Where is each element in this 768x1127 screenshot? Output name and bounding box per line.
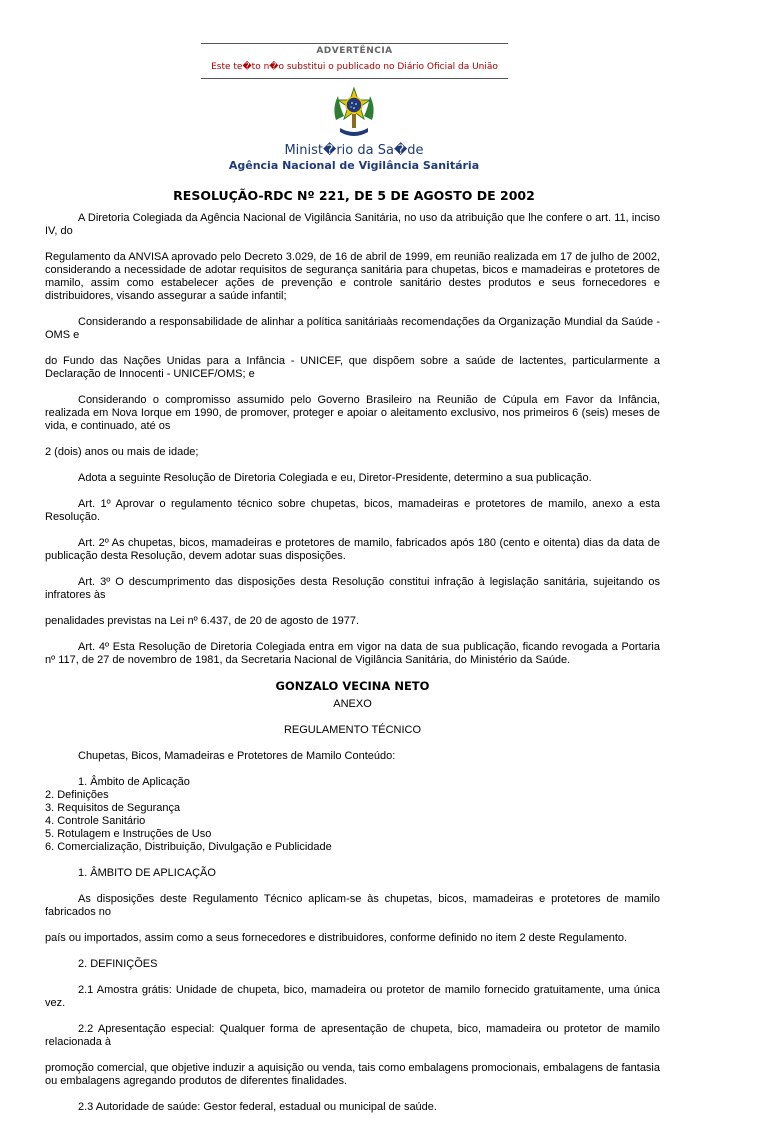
document-body (45, 212, 660, 1127)
resolution-title: RESOLUÇÃO-RDC Nº 221, DE 5 DE AGOSTO DE 2002 (173, 188, 535, 203)
paragraph-text: Art. 2º As chupetas, bicos, mamadeiras e protetores de mamilo, fabricados após 180 (cento e oitenta) dias da data de publicação desta Resolução, devem adotar suas disposições. (45, 537, 660, 562)
paragraph-text: Chupetas, Bicos, Mamadeiras e Protetores de Mamilo Conteúdo: (78, 750, 396, 762)
annex-subtitle: REGULAMENTO TÉCNICO (283, 724, 422, 736)
list-item (45, 776, 660, 789)
section-heading (45, 867, 660, 880)
article-3 (45, 576, 660, 602)
table-of-contents (45, 776, 660, 854)
advertencia-title: ADVERTÊNCIA (316, 46, 393, 56)
section-heading-text: 1. ÂMBITO DE APLICAÇÃO (78, 867, 216, 879)
paragraph (45, 394, 660, 433)
definition (45, 984, 660, 1010)
paragraph (45, 212, 660, 238)
list-item: 3. Requisitos de Segurança (45, 802, 181, 814)
signature: GONZALO VECINA NETO (275, 679, 430, 693)
list-item: 4. Controle Sanitário (45, 815, 146, 827)
paragraph-text: Considerando a responsabilidade de alinhar a política sanitáriaàs recomendações da Organização Mundial da Saúde - OMS e (45, 316, 660, 341)
section-heading (45, 958, 660, 971)
section-heading-text: 2. DEFINIÇÕES (78, 958, 158, 970)
paragraph-text: As disposições deste Regulamento Técnico aplicam-se às chupetas, bicos, mamadeiras e protetores de mamilo fabricados no (45, 893, 660, 918)
paragraph-text: Art. 3º O descumprimento das disposições desta Resolução constitui infração à legislação sanitária, sujeitando os infratores às (45, 576, 660, 601)
ministry-name: Minist�rio da Sa�de (284, 143, 424, 158)
paragraph-text: Art. 1º Aprovar o regulamento técnico sobre chupetas, bicos, mamadeiras e protetores de mamilo, anexo a esta Resolução. (45, 498, 660, 523)
definition (45, 1023, 660, 1049)
paragraph-text: 2.1 Amostra grátis: Unidade de chupeta, bico, mamadeira ou protetor de mamilo fornecido gratuitamente, uma única vez. (45, 984, 660, 1009)
definition (45, 1101, 660, 1114)
paragraph: Regulamento da ANVISA aprovado pelo Decreto 3.029, de 16 de abril de 1999, em reunião realizada em 17 de julho de 2002, considerando a necessidade de adotar requisitos de segurança sanitária para chupetas, bicos e mamadeiras e protetores de mamilo, assim como estabelecer ações de prevenção e controle sanitário destes produtos e seus fornecedores e distribuidores, visando assegurar a saúde infantil; (45, 251, 660, 302)
article-2 (45, 537, 660, 563)
list-item-text: 1. Âmbito de Aplicação (78, 776, 190, 788)
advertencia-box (201, 43, 508, 79)
paragraph-text: Adota a seguinte Resolução de Diretoria Colegiada e eu, Diretor-Presidente, determino a sua publicação. (78, 472, 592, 484)
paragraph: 2 (dois) anos ou mais de idade; (45, 446, 199, 458)
annex-intro (45, 750, 660, 763)
paragraph: promoção comercial, que objetive induzir a aquisição ou venda, tais como embalagens promocionais, embalagens de fantasia ou embalagens agregando produtos de diferentes finalidades. (45, 1062, 660, 1087)
paragraph-text: 2.3 Autoridade de saúde: Gestor federal, estadual ou municipal de saúde. (78, 1101, 437, 1113)
paragraph: país ou importados, assim como a seus fornecedores e distribuidores, conforme definido no item 2 deste Regulamento. (45, 932, 628, 944)
annex-label: ANEXO (333, 698, 372, 710)
paragraph: do Fundo das Nações Unidas para a Infância - UNICEF, que dispõem sobre a saúde de lactentes, particularmente a Declaração de Innocenti - UNICEF/OMS; e (45, 355, 660, 380)
paragraph-text: Art. 4º Esta Resolução de Diretoria Colegiada entra em vigor na data de sua publicação, ficando revogada a Portaria nº 117, de 27 de novembro de 1981, da Secretaria Nacional de Vigilância Sanitária, do Ministério da Saúde. (45, 641, 660, 666)
list-item: 6. Comercialização, Distribuição, Divulgação e Publicidade (45, 841, 332, 853)
article-4 (45, 641, 660, 667)
advertencia-text: Este te�to n�o substitui o publicado no Diário Oficial da União (211, 62, 498, 72)
paragraph (45, 472, 660, 485)
paragraph-text: 2.2 Apresentação especial: Qualquer forma de apresentação de chupeta, bico, mamadeira ou protetor de mamilo relacionada à (45, 1023, 660, 1048)
agency-name: Agência Nacional de Vigilância Sanitária (228, 159, 480, 172)
brazil-coat-of-arms-icon (330, 86, 378, 138)
list-item: 5. Rotulagem e Instruções de Uso (45, 828, 212, 840)
list-item: 2. Definições (45, 789, 109, 801)
paragraph: penalidades previstas na Lei nº 6.437, de 20 de agosto de 1977. (45, 615, 360, 627)
article-1 (45, 498, 660, 524)
paragraph (45, 893, 660, 919)
paragraph (45, 316, 660, 342)
paragraph-text: Considerando o compromisso assumido pelo Governo Brasileiro na Reunião de Cúpula em Favor da Infância, realizada em Nova Iorque em 1990, de promover, proteger e apoiar o aleitamento exclusivo, nos primeiros 6 (seis) meses de vida, e continuado, até os (45, 394, 660, 432)
paragraph-text: A Diretoria Colegiada da Agência Nacional de Vigilância Sanitária, no uso da atribuição que lhe confere o art. 11, inciso IV, do (45, 212, 660, 237)
